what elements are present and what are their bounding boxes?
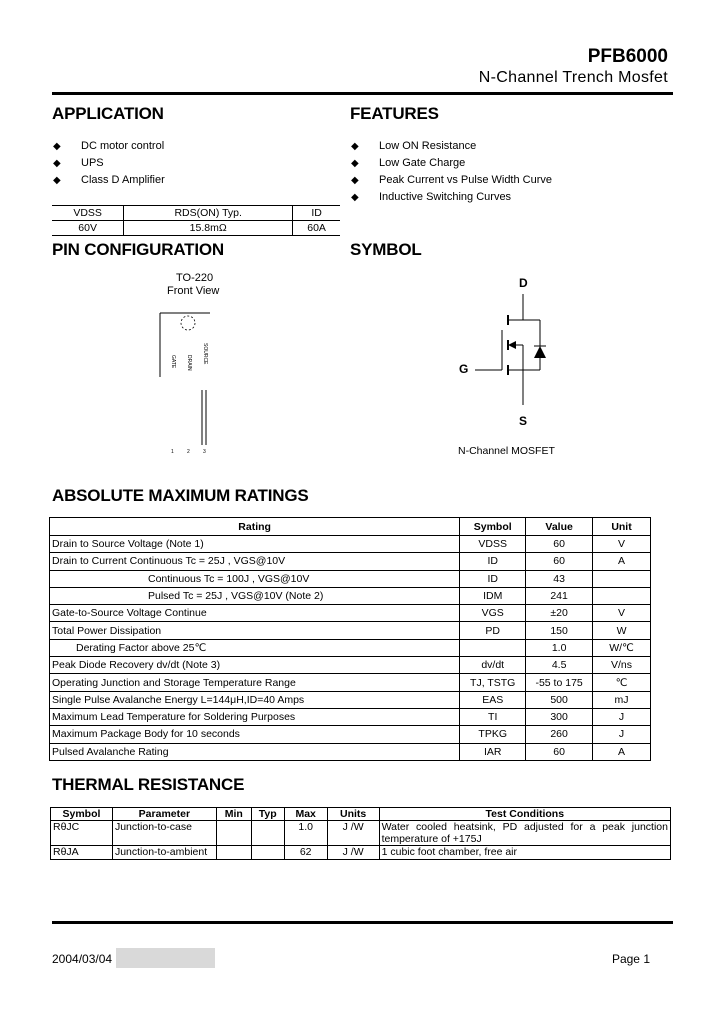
unit-cell: A	[593, 553, 651, 570]
symbol-cell: TJ, TSTG	[460, 674, 526, 691]
header-rule	[52, 92, 673, 95]
column-header: Units	[327, 808, 379, 821]
package-label: TO-220	[176, 272, 214, 284]
unit-cell: V/ns	[593, 657, 651, 674]
symbol-cell: PD	[460, 622, 526, 639]
table-row	[50, 622, 651, 639]
unit-cell: W/℃	[593, 639, 651, 656]
list-item: ◆ Low ON Resistance	[350, 138, 552, 155]
features-list	[350, 138, 552, 206]
column-header: Max	[284, 808, 327, 821]
symbol-cell: TI	[460, 708, 526, 725]
footer-rule	[52, 921, 673, 924]
to220-package-drawing	[150, 305, 230, 455]
value-cell: 60	[526, 536, 593, 553]
pin-label-drain: DRAIN	[186, 355, 192, 371]
value-cell: ±20	[526, 605, 593, 622]
unit-cell	[593, 570, 651, 587]
list-item: ◆ Low Gate Charge	[350, 155, 552, 172]
min-cell	[216, 846, 251, 860]
value-cell: 150	[526, 622, 593, 639]
gate-label: G	[459, 362, 469, 376]
list-item: ◆ Peak Current vs Pulse Width Curve	[350, 172, 552, 189]
column-header: Typ	[251, 808, 284, 821]
value-cell: 500	[526, 691, 593, 708]
rating-cell: Total Power Dissipation	[50, 622, 460, 639]
typ-cell	[251, 821, 284, 846]
units-cell: J /W	[327, 846, 379, 860]
rating-cell: Single Pulse Avalanche Energy L=144μH,ID=40 Amps	[50, 691, 460, 708]
application-list	[52, 138, 165, 189]
value-cell: 260	[526, 726, 593, 743]
typ-cell	[251, 846, 284, 860]
rating-cell: Peak Diode Recovery dv/dt (Note 3)	[50, 657, 460, 674]
column-header: Symbol	[51, 808, 113, 821]
pin-number: 1	[171, 449, 174, 455]
symbol-cell: EAS	[460, 691, 526, 708]
column-header: Min	[216, 808, 251, 821]
table-row	[50, 639, 651, 656]
mosfet-symbol-icon	[450, 270, 570, 435]
table-row	[50, 691, 651, 708]
table-row	[50, 536, 651, 553]
parameter-cell: Junction-to-ambient	[112, 846, 216, 860]
unit-cell	[593, 587, 651, 604]
rating-cell: Pulsed Tc = 25J , VGS@10V (Note 2)	[50, 587, 460, 604]
unit-cell: mJ	[593, 691, 651, 708]
column-header: Unit	[593, 518, 651, 536]
rating-cell: Maximum Lead Temperature for Soldering Purposes	[50, 708, 460, 725]
table-row	[50, 674, 651, 691]
rating-cell: Drain to Current Continuous Tc = 25J , VGS@10V	[50, 553, 460, 570]
summary-table	[52, 205, 340, 236]
drain-label: D	[519, 276, 528, 290]
max-cell: 1.0	[284, 821, 327, 846]
table-row	[50, 553, 651, 570]
thermal-heading: THERMAL RESISTANCE	[52, 775, 245, 794]
summary-value: 60A	[293, 221, 340, 236]
table-row	[51, 821, 671, 846]
symbol-caption: N-Channel MOSFET	[458, 445, 555, 457]
value-cell: 241	[526, 587, 593, 604]
symbol-cell: RθJC	[51, 821, 113, 846]
list-item: ◆ DC motor control	[52, 138, 165, 155]
thermal-table	[50, 807, 671, 860]
application-heading: APPLICATION	[52, 104, 164, 123]
list-item: ◆ Inductive Switching Curves	[350, 189, 552, 206]
rating-cell: Continuous Tc = 100J , VGS@10V	[50, 570, 460, 587]
value-cell: 60	[526, 553, 593, 570]
unit-cell: J	[593, 726, 651, 743]
symbol-cell: RθJA	[51, 846, 113, 860]
summary-value: 60V	[52, 221, 124, 236]
view-label: Front View	[167, 285, 220, 297]
pin-label-source: SOURCE	[202, 343, 208, 365]
rating-cell: Pulsed Avalanche Rating	[50, 743, 460, 760]
rating-cell: Maximum Package Body for 10 seconds	[50, 726, 460, 743]
symbol-heading: SYMBOL	[350, 240, 422, 259]
summary-value: 15.8mΩ	[124, 221, 293, 236]
symbol-cell: ID	[460, 553, 526, 570]
table-row	[50, 587, 651, 604]
rating-cell: Drain to Source Voltage (Note 1)	[50, 536, 460, 553]
footer-date: 2004/03/04	[52, 952, 113, 966]
conditions-cell: Water cooled heatsink, PD adjusted for a peak junction temperature of +175J	[379, 821, 670, 846]
features-heading: FEATURES	[350, 104, 439, 123]
column-header: Value	[526, 518, 593, 536]
table-row	[50, 605, 651, 622]
table-row	[50, 708, 651, 725]
symbol-cell: VGS	[460, 605, 526, 622]
value-cell: -55 to 175	[526, 674, 593, 691]
min-cell	[216, 821, 251, 846]
list-item: ◆ Class D Amplifier	[52, 172, 165, 189]
max-cell: 62	[284, 846, 327, 860]
unit-cell: V	[593, 536, 651, 553]
symbol-cell: IAR	[460, 743, 526, 760]
summary-header: RDS(ON) Typ.	[124, 206, 293, 221]
pin-config-heading: PIN CONFIGURATION	[52, 240, 224, 259]
conditions-cell: 1 cubic foot chamber, free air	[379, 846, 670, 860]
unit-cell: ℃	[593, 674, 651, 691]
abs-max-table	[49, 517, 651, 761]
symbol-cell: IDM	[460, 587, 526, 604]
value-cell: 4.5	[526, 657, 593, 674]
mounting-hole-icon	[181, 316, 195, 330]
symbol-cell	[460, 639, 526, 656]
rating-cell: Operating Junction and Storage Temperature Range	[50, 674, 460, 691]
value-cell: 43	[526, 570, 593, 587]
symbol-cell: dv/dt	[460, 657, 526, 674]
summary-header: ID	[293, 206, 340, 221]
column-header: Parameter	[112, 808, 216, 821]
parameter-cell: Junction-to-case	[112, 821, 216, 846]
value-cell: 1.0	[526, 639, 593, 656]
unit-cell: W	[593, 622, 651, 639]
source-label: S	[519, 414, 528, 428]
table-row	[51, 846, 671, 860]
rating-cell: Derating Factor above 25℃	[50, 639, 460, 656]
pin-number: 2	[187, 449, 190, 455]
table-row	[50, 570, 651, 587]
units-cell: J /W	[327, 821, 379, 846]
page-number: Page 1	[611, 952, 650, 966]
unit-cell: J	[593, 708, 651, 725]
symbol-cell: VDSS	[460, 536, 526, 553]
part-number: PFB6000	[587, 46, 668, 67]
pin-number: 3	[203, 449, 206, 455]
rating-cell: Gate-to-Source Voltage Continue	[50, 605, 460, 622]
table-row	[50, 726, 651, 743]
symbol-cell: TPKG	[460, 726, 526, 743]
symbol-cell: ID	[460, 570, 526, 587]
unit-cell: V	[593, 605, 651, 622]
unit-cell: A	[593, 743, 651, 760]
column-header: Test Conditions	[379, 808, 670, 821]
part-subtitle: N-Channel Trench Mosfet	[478, 69, 668, 86]
value-cell: 60	[526, 743, 593, 760]
list-item: ◆ UPS	[52, 155, 165, 172]
pin-label-gate: GATE	[170, 355, 176, 369]
table-row	[50, 657, 651, 674]
footer-gray-box	[116, 948, 215, 968]
value-cell: 300	[526, 708, 593, 725]
abs-max-heading: ABSOLUTE MAXIMUM RATINGS	[52, 486, 309, 505]
table-row	[50, 743, 651, 760]
column-header: Rating	[50, 518, 460, 536]
column-header: Symbol	[460, 518, 526, 536]
summary-header: VDSS	[52, 206, 124, 221]
